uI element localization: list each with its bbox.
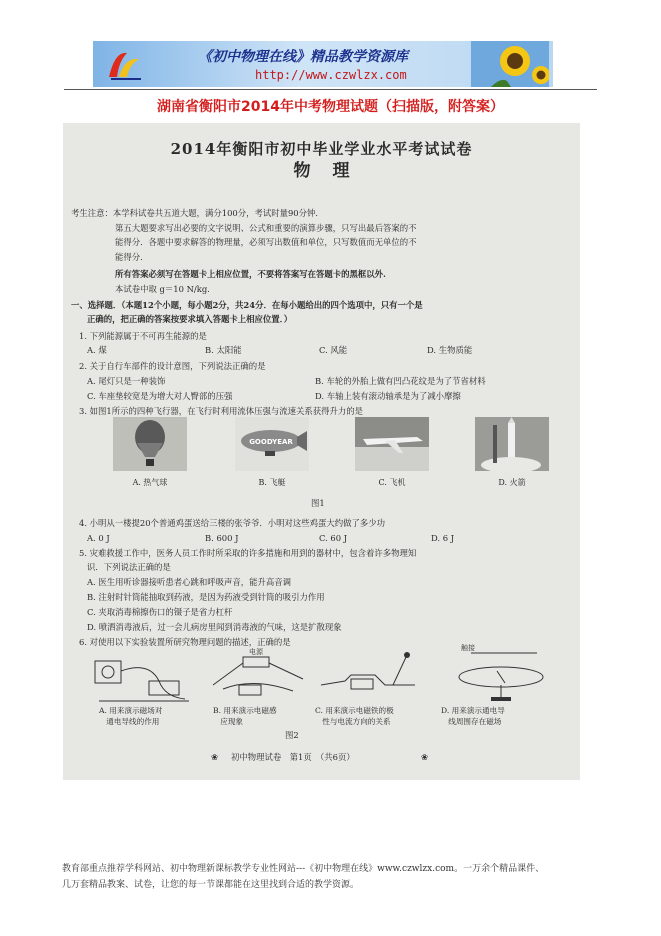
figure-caption: B. 飞艇 [258,478,286,487]
notice-line: 考生注意：本学科试卷共五道大题，满分100分，考试时量90分钟． [71,208,324,218]
option-c: C. 夹取消毒棉擦伤口的镊子是省力杠杆 [87,607,233,617]
blimp-lettering: GOODYEAR [249,438,293,446]
question-stem: 6. 对使用以下实验装置所研究物理问题的描述，正确的是 [79,637,291,647]
option-d: D. 喷洒消毒液后，过一会儿病房里闻到消毒液的气味，这是扩散现象 [87,622,342,632]
notice-line: 所有答案必须写在答题卡上相应位置，不要将答案写在答题卡的黑框以外. [115,269,386,279]
section-heading: 一、选择题．（本题12个小题，每小题2分，共24分．在每小题给出的四个选项中，只有一个是 [71,300,423,310]
apparatus-a-image [89,651,199,713]
blimp-image [235,417,309,471]
apparatus-d-image [441,641,551,703]
airplane-image [355,417,429,471]
figure-caption: C. 飞机 [378,478,406,487]
apparatus-caption: B. 用来演示电磁感 应现象 [213,706,277,726]
option-b: B. 车轮的外胎上做有凹凸花纹是为了节省材料 [315,376,486,386]
page-deco-icon: ❀ [421,752,429,762]
option-d: D. 6 J [431,533,455,543]
option-b: B. 太阳能 [205,345,242,355]
notice-line: 第五大题要求写出必要的文字说明、公式和重要的演算步骤，只写出最后答案的不 [115,223,417,233]
question-stem: 3. 如图1所示的四种飞行器，在飞行时利用流体压强与流速关系获得升力的是 [79,406,363,416]
figure-label: 图1 [311,498,325,508]
option-d: D. 生物质能 [427,345,473,355]
apparatus-caption: C. 用来演示电磁铁的极 性与电流方向的关系 [315,706,394,726]
question-stem: 4. 小明从一楼提20个普通鸡蛋送给三楼的张爷爷．小明对这些鸡蛋大约做了多少功 [79,518,386,528]
apparatus-b-image [203,645,313,707]
apparatus-caption: D. 用来演示通电导 线周围存在磁场 [441,706,505,726]
site-footer [62,861,602,893]
apparatus-label: 电源 [249,648,263,656]
document-title: 湖南省衡阳市2014年中考物理试题（扫描版，附答案） [157,99,504,115]
footer-line: 几万套精品教案、试卷，让您的每一节课都能在这里找到合适的教学资源。 [62,880,360,890]
notice-line: 能得分． [115,252,149,262]
banner-title: 《初中物理在线》精品教学资源库 [198,49,408,65]
figure-caption: A. 热气球 [132,478,168,487]
notice-line: 能得分．各题中要求解答的物理量，必须写出数值和单位，只写数值而无单位的不 [115,237,417,247]
hot-air-balloon-image [113,417,187,471]
banner-url-link[interactable]: http://www.czwlzx.com [255,68,407,82]
site-logo-icon [105,47,145,81]
question-stem: 2. 关于自行车部件的设计意图，下列说法正确的是 [79,361,266,371]
option-d: D. 车轴上装有滚动轴承是为了减小摩擦 [315,391,461,401]
option-c: C. 车座垫较宽是为增大对人臀部的压强 [87,391,233,401]
apparatus-c-image [315,645,425,707]
rocket-image [475,417,549,471]
site-banner [93,41,553,87]
exam-subject: 物理 [293,161,372,181]
page-deco-icon: ❀ [211,752,219,762]
option-c: C. 风能 [319,345,348,355]
question-stem: 1. 下列能源属于不可再生能源的是 [79,331,207,341]
exam-page-footer: 初中物理试卷 第1页 （共6页） [231,752,355,762]
question-stem: 5. 灾难救援工作中，医务人员工作时所采取的许多措施和用到的器材中，包含着许多物理知 [79,548,417,558]
figure-label: 图2 [285,730,299,740]
scanned-exam-page [63,123,580,780]
apparatus-label: 触接 [461,644,475,652]
exam-title: 2014年衡阳市初中毕业学业水平考试试卷 [170,140,473,158]
option-b: B. 600 J [205,533,239,543]
option-b: B. 注射时针筒能抽取到药液，是因为药液受到针筒的吸引力作用 [87,592,325,602]
question-stem: 识．下列说法正确的是 [87,562,171,572]
apparatus-caption: A. 用来演示磁场对 通电导线的作用 [99,706,163,726]
header-rule [64,89,597,90]
notice-line: 本试卷中取 g＝10 N/kg. [115,284,210,294]
sunflower-icon [471,41,549,87]
option-c: C. 60 J [319,533,348,543]
option-a: A. 医生用听诊器接听患者心跳和呼吸声音，能升高音调 [87,577,291,587]
footer-line: 教育部重点推荐学科网站、初中物理新课标教学专业性网站---《初中物理在线》www.czwlzx.com。一万余个精品课件、 [62,864,545,874]
figure-1 [113,417,553,497]
figure-caption: D. 火箭 [498,478,526,487]
option-a: A. 0 J [87,533,110,543]
section-heading: 正确的，把正确的答案按要求填入答题卡上相应位置．） [87,314,293,324]
option-a: A. 尾灯只是一种装饰 [87,376,166,386]
option-a: A. 煤 [87,345,107,355]
